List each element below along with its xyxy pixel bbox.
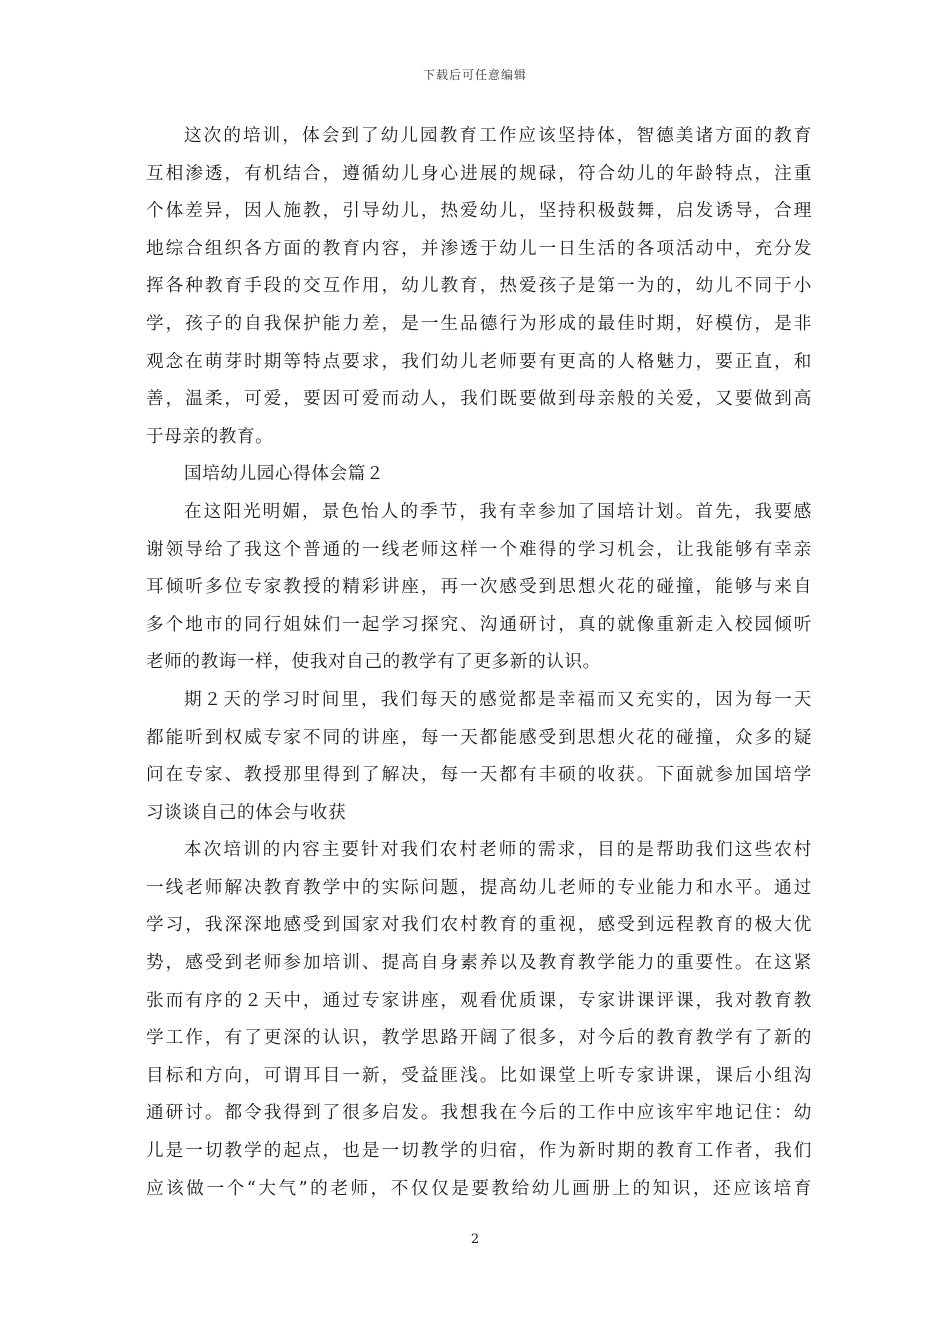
page-header: 下载后可任意编辑 (422, 68, 527, 82)
text-line: 问在专家、教授那里得到了解决，每一天都有丰硕的收获。下面就参加国培学 (146, 765, 812, 786)
text-line: 多个地市的同行姐妹们一起学习探究、沟通研讨，真的就像重新走入校园倾听 (146, 614, 812, 635)
text-line: 在这阳光明媚，景色怡人的季节，我有幸参加了国培计划。首先，我要感 (184, 501, 812, 522)
text-line: 目标和方向，可谓耳目一新，受益匪浅。比如课堂上听专家讲课，课后小组沟 (146, 1065, 812, 1086)
text-line: 习谈谈自己的体会与收获 (146, 802, 347, 823)
text-line: 儿是一切教学的起点，也是一切教学的归宿，作为新时期的教育工作者，我们 (146, 1141, 812, 1162)
text-line: 学，孩子的自我保护能力差，是一生品德行为形成的最佳时期，好模仿，是非 (146, 313, 812, 334)
text-line: 这次的培训，体会到了幼儿园教育工作应该坚持体，智德美诸方面的教育 (184, 126, 812, 146)
text-line: 学工作，有了更深的认识，教学思路开阔了很多，对今后的教育教学有了新的 (146, 1028, 812, 1049)
text-line: 谢领导给了我这个普通的一线老师这样一个难得的学习机会，让我能够有幸亲 (146, 539, 812, 560)
document-body (146, 118, 812, 1208)
text-line: 于母亲的教育。 (146, 426, 274, 447)
text-line: 应该做一个“大气”的老师，不仅仅是要教给幼儿画册上的知识，还应该培育 (146, 1178, 812, 1199)
text-line: 个体差异，因人施教，引导幼儿，热爱幼儿，坚持积极鼓舞，启发诱导，合理 (146, 201, 812, 222)
text-line: 挥各种教育手段的交互作用，幼儿教育，热爱孩子是第一为的，幼儿不同于小 (146, 276, 812, 297)
text-line: 观念在萌芽时期等特点要求，我们幼儿老师要有更高的人格魅力，要正直，和 (146, 351, 812, 372)
text-line: 互相渗透，有机结合，遵循幼儿身心进展的规碌，符合幼儿的年龄特点，注重 (146, 163, 812, 184)
text-line: 期２天的学习时间里，我们每天的感觉都是幸福而又充实的，因为每一天 (184, 689, 812, 710)
text-line: 老师的教诲一样，使我对自己的教学有了更多新的认识。 (146, 652, 601, 673)
page-number: 2 (470, 1232, 480, 1247)
text-line: 通研讨。都令我得到了很多启发。我想我在今后的工作中应该牢牢地记住：幼 (146, 1103, 812, 1124)
text-line: 张而有序的２天中，通过专家讲座，观看优质课，专家讲课评课，我对教育教 (146, 990, 812, 1011)
text-line: 地综合组织各方面的教育内容，并渗透于幼儿一日生活的各项活动中，充分发 (146, 238, 812, 259)
text-line: 耳倾听多位专家教授的精彩讲座，再一次感受到思想火花的碰撞，能够与来自 (146, 577, 812, 598)
text-line: 一线老师解决教育教学中的实际问题，提高幼儿老师的专业能力和水平。通过 (146, 877, 812, 898)
text-line: 都能听到权威专家不同的讲座，每一天都能感受到思想火花的碰撞，众多的疑 (146, 727, 812, 748)
text-line: 善，温柔，可爱，要因可爱而动人，我们既要做到母亲般的关爱，又要做到高 (146, 389, 812, 410)
text-line: 本次培训的内容主要针对我们农村老师的需求，目的是帮助我们这些农村 (184, 840, 812, 861)
text-line: 势，感受到老师参加培训、提高自身素养以及教育教学能力的重要性。在这紧 (146, 953, 812, 974)
text-line: 学习，我深深地感受到国家对我们农村教育的重视，感受到远程教育的极大优 (146, 915, 812, 936)
text-line: 国培幼儿园心得体会篇２ (184, 464, 385, 485)
